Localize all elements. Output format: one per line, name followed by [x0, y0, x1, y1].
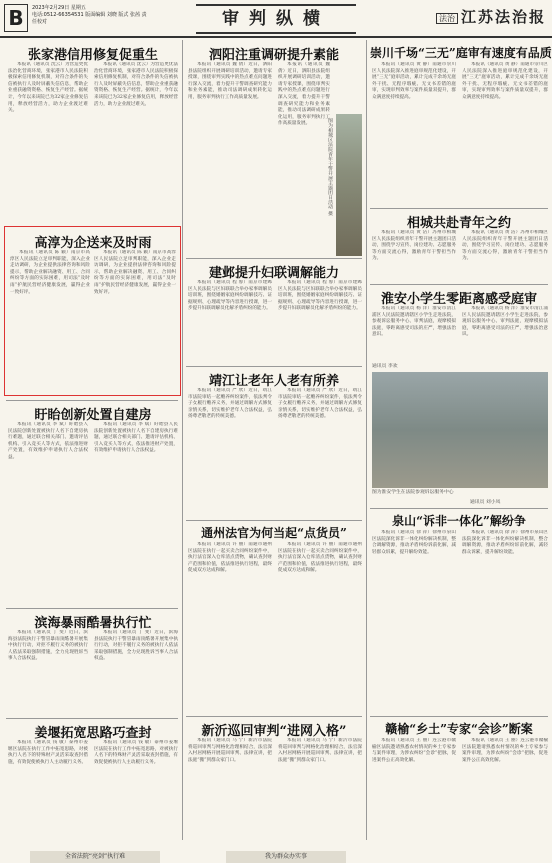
divider: [186, 366, 362, 367]
article-body: 本报讯（通讯员 黄 静）南通市崇川区人民法院深入推进庭审规范化建设，开展“三无”庭审活动，累计完成千余场无庭外干扰、无程序瑕疵、无文书差错的庭审，实现审判效率与案件质量双提升，群众满意度持续提高。: [372, 62, 456, 100]
article-body: 本报讯（通讯员 魏 倩）近日，泗阳县法院组织开展调研培训活动，邀请专家授课，围绕审判实践中的热点难点问题进行深入交流，着力提升干警调查研究能力和业务素能，推动司法调研成果转化运用，服务审判执行工作高质量发展。: [278, 62, 330, 127]
article-body: 本报讯（通讯员 马 宁）新沂市法院将巡回审判与网格化治理相结合，法官深入村居网格开展巡回审判、法律宣讲，把法庭“搬”到群众家门口。: [278, 738, 362, 763]
byline: 通讯员 刘小凤: [470, 500, 501, 505]
article-body: 本报讯（通讯员 王 丽）连云港市赣榆区法院邀请熟悉农村情况的乡土专家参与案件审理，为涉农纠纷“会诊”把脉，促进案件公正高效化解。: [372, 738, 456, 763]
divider: [186, 520, 362, 521]
article-body: 本报讯（通讯员 丁 斐）近日，滨海县法院执行干警冒暴雨顶酷暑开展集中执行行动，对拒不履行义务的被执行人依法采取强制措施，全力兑现胜诉当事人合法权益。: [8, 630, 88, 662]
section-title: 审判纵横: [196, 4, 356, 34]
headline: 泗阳注重调研提升素能: [208, 48, 339, 63]
article-body: 本报讯（通讯员 李 斌）盱眙县人民法院创新处置被执行人名下自建房执行难题，通过联合相关部门、邀请评估机构、引入竞买人等方式，依法推进财产处置，有效维护申请执行人合法权益。: [94, 422, 178, 454]
divider: [186, 258, 362, 259]
article-body: 本报讯（通讯员 杨 洋）淮安市清江浦区人民法院邀请辖区小学生走进法院，参观诉讼服务中心、审判法庭，观摩模拟法庭，零距离感受司法的庄严，增强法治意识。: [462, 306, 548, 338]
article-body: 本报讯（通讯员 严 欣）近日，靖江市法院审结一起赡养纠纷案件，依法判令子女履行赡养义务，并通过调解方式修复亲情关系，切实维护老年人合法权益，弘扬尊老敬老的传统美德。: [278, 388, 362, 420]
headline: 张家港信用修复促重生: [27, 48, 158, 63]
headline: 通州法官为何当起“点货员”: [201, 526, 347, 540]
headline: 滨海暴雨酷暑执行忙: [34, 616, 152, 631]
divider: [370, 508, 548, 509]
byline: 通讯员 李欢: [372, 364, 398, 369]
divider: [186, 716, 362, 717]
headline: 淮安小学生零距离感受庭审: [380, 292, 537, 307]
article-body: 本报讯（通讯员 杨 洋）淮安市清江浦区人民法院邀请辖区小学生走进法院，参观诉讼服务中心、审判法庭，观摩模拟法庭，零距离感受司法的庄严，增强法治意识。: [372, 306, 456, 338]
photo-caption-vertical: 图为相城区法院青年干警开展主题团日活动 摄: [327, 118, 332, 216]
footer-tag-left: 全省法院“亮剑”执行难: [30, 851, 160, 863]
article-body: 本报讯（通讯员 严 欣）近日，靖江市法院审结一起赡养纠纷案件，依法判令子女履行赡养义务，并通过调解方式修复亲情关系，切实维护老年人合法权益，弘扬尊老敬老的传统美德。: [188, 388, 272, 420]
logo-text: 江苏法治报: [460, 8, 546, 26]
page-header: [0, 0, 552, 38]
headline: 盱眙创新处置自建房: [34, 408, 152, 423]
article-body: 本报讯（通讯员 魏 倩）近日，泗阳县法院组织开展调研培训活动，邀请专家授课，围绕审判实践中的热点难点问题进行深入交流，着力提升干警调查研究能力和业务素能，推动司法调研成果转化运用，服务审判执行工作高质量发展。: [188, 62, 272, 100]
divider: [6, 400, 178, 401]
header-contact: 电话:0512-66354531 版面编辑 刘晓 版式 张茜 责任校对: [32, 12, 147, 25]
article-body: 本报讯（通讯员 程 蓉）南京市建邺区人民法院与区妇联联合举办家事调解员培训班，围绕婚姻家庭纠纷调解技巧、证据规则、心理疏导等内容进行授课，进一步提升妇联调解员化解矛盾纠纷的能力。: [278, 280, 362, 312]
article-body: 本报讯（通讯员 马 宁）新沂市法院将巡回审判与网格化治理相结合，法官深入村居网格开展巡回审判、法律宣讲，把法庭“搬”到群众家门口。: [188, 738, 272, 763]
article-body: 本报讯（通讯员 钱 敏）泰州市姜堰区法院在执行工作中拓宽思路，对被执行人名下的特殊财产灵活采取查封措施，有效促使被执行人主动履行义务。: [8, 740, 88, 765]
headline: 靖江让老年人老有所养: [208, 374, 339, 389]
column-rule: [182, 40, 183, 840]
headline: 相城共赴青年之约: [406, 216, 511, 231]
article-body: 本报讯（通讯员 钱 敏）泰州市姜堰区法院在执行工作中拓宽思路，对被执行人名下的特殊财产灵活采取查封措施，有效促使被执行人主动履行义务。: [94, 740, 178, 765]
article-body: 本报讯（通讯员 黄 洁）苏州市相城区人民法院组织青年干警开展主题团日活动，围绕学习宣传、岗位建功、志愿服务等方面交流心得，激励青年干警担当作为。: [462, 230, 548, 262]
headline: 赣榆“乡土”专家“会诊”断案: [385, 722, 533, 736]
newspaper-logo: [436, 6, 546, 27]
divider: [6, 608, 178, 609]
column-rule: [366, 40, 367, 840]
headline: 泉山“诉非一体化”解纷争: [392, 514, 526, 528]
footer-tag-right: 我为群众办实事: [226, 851, 346, 863]
photo-caption: 图为淮安学生在法院参观诉讼服务中心: [372, 490, 454, 495]
article-body: 本报讯（通讯员 陈 颖）南京市高淳区人民法院立足审判职能，深入企业走访调研，为企业提供法律咨询和风险提示，帮助企业解决融资、用工、合同纠纷等方面的实际困难，用司法“及时雨”护航民营经济健康发展，赢得企业一致好评。: [10, 250, 90, 295]
article-body: 本报讯（通讯员 许 丽）南通市通州区法院在执行一起买卖合同纠纷案件中，执行法官深入仓库清点货物，确认查封财产范围和价值，依法推进执行进程，最终促成双方达成和解。: [278, 542, 362, 574]
article-body: 本报讯（通讯员 沈云）为营造更优法治化营商环境，张家港市人民法院积极探索信用修复机制，对符合条件的失信被执行人及时屏蔽失信信息，帮助企业重获融资资格、恢复生产经营。据统计，今年以来该院已为32家企业修复信用，释放经营活力，助力企业渡过难关。: [8, 62, 88, 114]
article-body: 本报讯（通讯员 李 斌）盱眙县人民法院创新处置被执行人名下自建房执行难题，通过联合相关部门、邀请评估机构、引入竞买人等方式，依法推进财产处置，有效维护申请执行人合法权益。: [8, 422, 88, 460]
article-body: 本报讯（通讯员 黄 静）南通市崇川区人民法院深入推进庭审规范化建设，开展“三无”庭审活动，累计完成千余场无庭外干扰、无程序瑕疵、无文书差错的庭审，实现审判效率与案件质量双提升，群众满意度持续提高。: [462, 62, 548, 100]
divider: [370, 284, 548, 285]
headline: 崇川千场“三无”庭审有速度有品质: [370, 46, 552, 60]
headline: 姜堰拓宽思路巧查封: [34, 726, 152, 741]
headline: 新沂巡回审判“进网入格”: [201, 724, 347, 739]
divider: [370, 716, 548, 717]
news-photo: [372, 372, 548, 488]
article-body: 本报讯（通讯员 徐 萍）徐州市泉山区法院深化诉非一体化纠纷解决机制，整合调解资源，推动矛盾纠纷诉前化解，减轻群众诉累，提升解纷效能。: [372, 530, 456, 555]
article-body: 本报讯（通讯员 程 蓉）南京市建邺区人民法院与区妇联联合举办家事调解员培训班，围绕婚姻家庭纠纷调解技巧、证据规则、心理疏导等内容进行授课，进一步提升妇联调解员化解矛盾纠纷的能力。: [188, 280, 272, 312]
headline: 建邺提升妇联调解能力: [208, 266, 339, 281]
news-photo: [336, 114, 362, 256]
divider: [370, 208, 548, 209]
article-body: 本报讯（通讯员 陈 颖）南京市高淳区人民法院立足审判职能，深入企业走访调研，为企业提供法律咨询和风险提示，帮助企业解决融资、用工、合同纠纷等方面的实际困难，用司法“及时雨”护航民营经济健康发展，赢得企业一致好评。: [94, 250, 176, 295]
article-body: 本报讯（通讯员 沈云）为营造更优法治化营商环境，张家港市人民法院积极探索信用修复机制，对符合条件的失信被执行人及时屏蔽失信信息，帮助企业重获融资资格、恢复生产经营。据统计，今年以来该院已为32家企业修复信用，释放经营活力，助力企业渡过难关。: [94, 62, 178, 107]
logo-badge: 法治: [436, 13, 458, 24]
article-body: 本报讯（通讯员 黄 洁）苏州市相城区人民法院组织青年干警开展主题团日活动，围绕学习宣传、岗位建功、志愿服务等方面交流心得，激励青年干警担当作为。: [372, 230, 456, 262]
article-body: 本报讯（通讯员 王 丽）连云港市赣榆区法院邀请熟悉农村情况的乡土专家参与案件审理，为涉农纠纷“会诊”把脉，促进案件公正高效化解。: [462, 738, 548, 763]
headline: 高淳为企送来及时雨: [34, 236, 152, 251]
article-body: 本报讯（通讯员 徐 萍）徐州市泉山区法院深化诉非一体化纠纷解决机制，整合调解资源，推动矛盾纠纷诉前化解，减轻群众诉累，提升解纷效能。: [462, 530, 548, 555]
header-date: 2023年2月29日 星期五: [32, 5, 86, 11]
divider: [6, 718, 178, 719]
article-body: 本报讯（通讯员 丁 斐）近日，滨海县法院执行干警冒暴雨顶酷暑开展集中执行行动，对拒不履行义务的被执行人依法采取强制措施，全力兑现胜诉当事人合法权益。: [94, 630, 178, 662]
header-info: [32, 5, 150, 26]
article-body: 本报讯（通讯员 许 丽）南通市通州区法院在执行一起买卖合同纠纷案件中，执行法官深入仓库清点货物，确认查封财产范围和价值，依法推进执行进程，最终促成双方达成和解。: [188, 542, 272, 574]
page-letter: B: [4, 4, 28, 32]
